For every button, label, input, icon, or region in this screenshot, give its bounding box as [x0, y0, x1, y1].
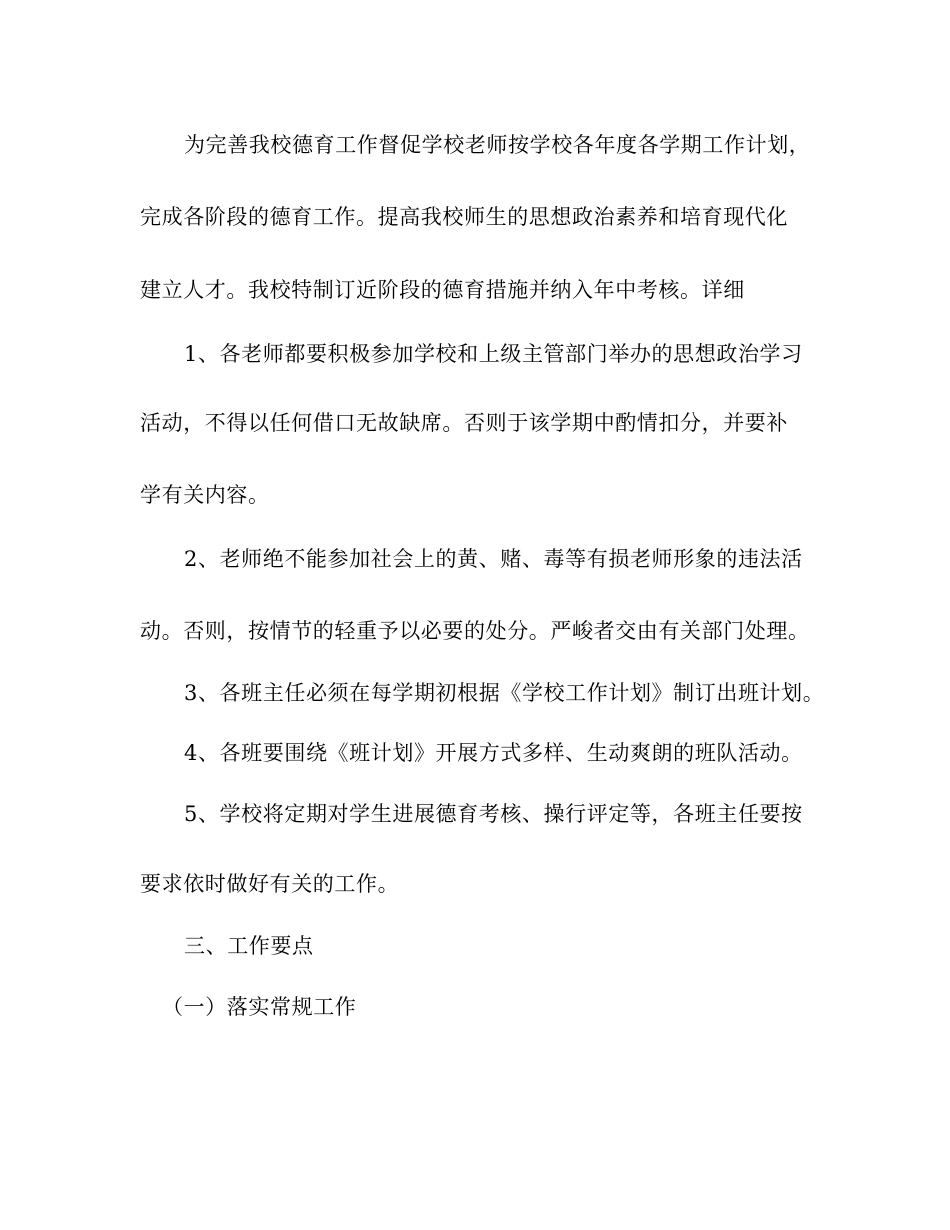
- list-item-line: 学有关内容。: [140, 483, 270, 507]
- paragraph-line: 完成各阶段的德育工作。提高我校师生的思想政治素养和培育现代化: [140, 205, 788, 229]
- section-heading: 三、工作要点: [184, 934, 314, 958]
- list-item-line: 1、各老师都要积极参加学校和上级主管部门举办的思想政治学习: [184, 342, 803, 366]
- list-item-line: 要求依时做好有关的工作。: [140, 872, 400, 896]
- list-item-line: 2、老师绝不能参加社会上的黄、赌、毒等有损老师形象的违法活: [184, 547, 803, 571]
- paragraph-line: 为完善我校德育工作督促学校老师按学校各年度各学期工作计划，: [184, 133, 811, 157]
- list-item-line: 动。否则，按情节的轻重予以必要的处分。严峻者交由有关部门处理。: [140, 619, 810, 643]
- list-item-line: 活动，不得以任何借口无故缺席。否则于该学期中酌情扣分，并要补: [140, 411, 788, 435]
- list-item-line: 3、各班主任必须在每学期初根据《学校工作计划》制订出班计划。: [184, 681, 825, 705]
- subsection-heading: （一）落实常规工作: [162, 995, 357, 1019]
- list-item-line: 5、学校将定期对学生进展德育考核、操行评定等，各班主任要按: [184, 802, 803, 826]
- list-item-line: 4、各班要围绕《班计划》开展方式多样、生动爽朗的班队活动。: [184, 741, 803, 765]
- paragraph-line: 建立人才。我校特制订近阶段的德育措施并纳入年中考核。详细: [140, 278, 745, 302]
